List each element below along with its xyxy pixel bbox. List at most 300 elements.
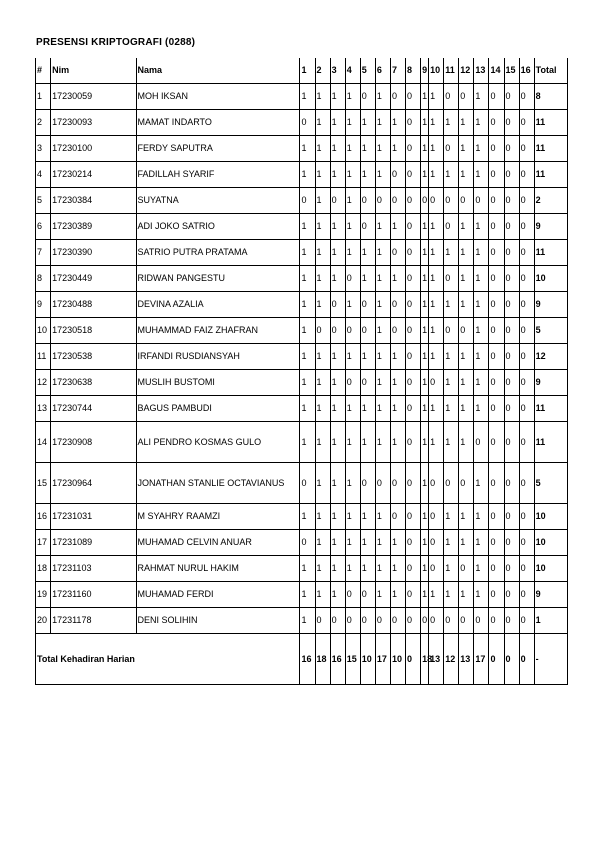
attendance-cell: 0 bbox=[489, 422, 504, 463]
attendance-cell: 0 bbox=[406, 463, 421, 504]
attendance-cell: 1 bbox=[345, 396, 360, 422]
daily-total-cell: 10 bbox=[390, 634, 405, 685]
attendance-cell: 1 bbox=[474, 504, 489, 530]
attendance-cell: 1 bbox=[474, 344, 489, 370]
attendance-cell: 1 bbox=[421, 463, 429, 504]
attendance-cell: 1 bbox=[421, 344, 429, 370]
attendance-cell: 0 bbox=[300, 463, 315, 504]
attendance-cell: 0 bbox=[519, 188, 534, 214]
attendance-cell: 0 bbox=[519, 556, 534, 582]
table-row bbox=[36, 370, 568, 396]
column-header: 8 bbox=[406, 58, 421, 84]
attendance-cell: 1 bbox=[474, 240, 489, 266]
row-number: 3 bbox=[36, 136, 51, 162]
attendance-cell: 0 bbox=[504, 292, 519, 318]
daily-total-cell: 13 bbox=[459, 634, 474, 685]
student-nim: 17231103 bbox=[51, 556, 136, 582]
attendance-cell: 1 bbox=[315, 136, 330, 162]
attendance-cell: 0 bbox=[429, 530, 444, 556]
attendance-cell: 1 bbox=[360, 556, 375, 582]
row-number: 15 bbox=[36, 463, 51, 504]
daily-total-cell: 13 bbox=[429, 634, 444, 685]
row-number: 8 bbox=[36, 266, 51, 292]
attendance-cell: 1 bbox=[360, 504, 375, 530]
attendance-cell: 1 bbox=[429, 396, 444, 422]
daily-total-cell: 16 bbox=[330, 634, 345, 685]
table-row bbox=[36, 240, 568, 266]
attendance-cell: 0 bbox=[504, 84, 519, 110]
student-nim: 17231031 bbox=[51, 504, 136, 530]
attendance-cell: 0 bbox=[444, 188, 459, 214]
attendance-cell: 1 bbox=[444, 556, 459, 582]
attendance-cell: 0 bbox=[504, 504, 519, 530]
attendance-cell: 1 bbox=[421, 292, 429, 318]
attendance-cell: 1 bbox=[459, 240, 474, 266]
column-header: 9 bbox=[421, 58, 429, 84]
attendance-cell: 1 bbox=[390, 136, 405, 162]
attendance-cell: 0 bbox=[315, 318, 330, 344]
attendance-cell: 1 bbox=[360, 110, 375, 136]
attendance-cell: 0 bbox=[406, 214, 421, 240]
column-header: # bbox=[36, 58, 51, 84]
row-number: 14 bbox=[36, 422, 51, 463]
attendance-cell: 1 bbox=[459, 396, 474, 422]
attendance-cell: 0 bbox=[421, 608, 429, 634]
attendance-cell: 0 bbox=[330, 608, 345, 634]
attendance-cell: 1 bbox=[300, 266, 315, 292]
attendance-cell: 0 bbox=[345, 608, 360, 634]
column-header: Nim bbox=[51, 58, 136, 84]
daily-total-cell: 15 bbox=[345, 634, 360, 685]
daily-total-cell: 17 bbox=[474, 634, 489, 685]
attendance-cell: 1 bbox=[421, 370, 429, 396]
student-name: ALI PENDRO KOSMAS GULO bbox=[136, 422, 300, 463]
attendance-cell: 0 bbox=[489, 396, 504, 422]
attendance-cell: 1 bbox=[300, 344, 315, 370]
attendance-cell: 0 bbox=[519, 318, 534, 344]
attendance-cell: 1 bbox=[421, 110, 429, 136]
attendance-cell: 1 bbox=[390, 530, 405, 556]
attendance-cell: 0 bbox=[360, 214, 375, 240]
attendance-cell: 1 bbox=[345, 292, 360, 318]
row-total: 12 bbox=[534, 344, 567, 370]
row-number: 11 bbox=[36, 344, 51, 370]
table-row bbox=[36, 188, 568, 214]
student-nim: 17230384 bbox=[51, 188, 136, 214]
attendance-cell: 0 bbox=[406, 266, 421, 292]
attendance-cell: 1 bbox=[345, 422, 360, 463]
table-row bbox=[36, 504, 568, 530]
attendance-cell: 1 bbox=[375, 318, 390, 344]
student-nim: 17231089 bbox=[51, 530, 136, 556]
attendance-cell: 1 bbox=[330, 266, 345, 292]
daily-total-cell: 0 bbox=[489, 634, 504, 685]
page-title: PRESENSI KRIPTOGRAFI (0288) bbox=[36, 37, 196, 48]
attendance-cell: 1 bbox=[330, 370, 345, 396]
attendance-cell: 0 bbox=[330, 318, 345, 344]
attendance-cell: 0 bbox=[489, 266, 504, 292]
attendance-cell: 0 bbox=[519, 396, 534, 422]
student-nim: 17230638 bbox=[51, 370, 136, 396]
row-total: 10 bbox=[534, 530, 567, 556]
attendance-cell: 1 bbox=[315, 370, 330, 396]
table-row bbox=[36, 422, 568, 463]
attendance-cell: 1 bbox=[429, 292, 444, 318]
attendance-cell: 0 bbox=[504, 582, 519, 608]
row-total: 10 bbox=[534, 556, 567, 582]
attendance-cell: 1 bbox=[315, 162, 330, 188]
row-number: 10 bbox=[36, 318, 51, 344]
attendance-cell: 1 bbox=[330, 162, 345, 188]
attendance-cell: 1 bbox=[390, 266, 405, 292]
attendance-cell: 1 bbox=[444, 396, 459, 422]
attendance-cell: 1 bbox=[345, 136, 360, 162]
attendance-cell: 0 bbox=[406, 530, 421, 556]
attendance-cell: 1 bbox=[421, 318, 429, 344]
attendance-cell: 1 bbox=[300, 84, 315, 110]
attendance-cell: 0 bbox=[459, 84, 474, 110]
attendance-cell: 1 bbox=[345, 504, 360, 530]
attendance-cell: 1 bbox=[345, 240, 360, 266]
student-name: MUHAMAD FERDI bbox=[136, 582, 300, 608]
daily-total-cell: 17 bbox=[375, 634, 390, 685]
attendance-cell: 0 bbox=[489, 240, 504, 266]
row-number: 19 bbox=[36, 582, 51, 608]
attendance-cell: 1 bbox=[474, 530, 489, 556]
column-header: 10 bbox=[429, 58, 444, 84]
row-total: 11 bbox=[534, 422, 567, 463]
row-number: 18 bbox=[36, 556, 51, 582]
attendance-cell: 1 bbox=[315, 292, 330, 318]
attendance-cell: 1 bbox=[330, 530, 345, 556]
attendance-cell: 0 bbox=[504, 240, 519, 266]
attendance-cell: 0 bbox=[459, 188, 474, 214]
attendance-cell: 0 bbox=[459, 608, 474, 634]
attendance-cell: 0 bbox=[429, 556, 444, 582]
student-name: DEVINA AZALIA bbox=[136, 292, 300, 318]
attendance-cell: 1 bbox=[330, 463, 345, 504]
attendance-cell: 1 bbox=[300, 504, 315, 530]
row-total: 9 bbox=[534, 214, 567, 240]
row-number: 12 bbox=[36, 370, 51, 396]
attendance-cell: 0 bbox=[345, 266, 360, 292]
attendance-cell: 0 bbox=[300, 188, 315, 214]
attendance-cell: 0 bbox=[459, 463, 474, 504]
attendance-cell: 0 bbox=[390, 162, 405, 188]
attendance-cell: 1 bbox=[360, 530, 375, 556]
student-nim: 17230214 bbox=[51, 162, 136, 188]
attendance-cell: 0 bbox=[489, 84, 504, 110]
attendance-cell: 1 bbox=[474, 318, 489, 344]
attendance-cell: 0 bbox=[459, 318, 474, 344]
attendance-cell: 1 bbox=[375, 422, 390, 463]
attendance-cell: 0 bbox=[315, 608, 330, 634]
attendance-cell: 0 bbox=[360, 608, 375, 634]
attendance-cell: 0 bbox=[444, 318, 459, 344]
attendance-cell: 1 bbox=[429, 422, 444, 463]
attendance-cell: 0 bbox=[519, 344, 534, 370]
student-name: BAGUS PAMBUDI bbox=[136, 396, 300, 422]
table-row bbox=[36, 318, 568, 344]
attendance-cell: 0 bbox=[429, 463, 444, 504]
row-number: 13 bbox=[36, 396, 51, 422]
attendance-cell: 1 bbox=[300, 136, 315, 162]
attendance-cell: 1 bbox=[459, 136, 474, 162]
attendance-cell: 0 bbox=[406, 396, 421, 422]
attendance-cell: 1 bbox=[330, 110, 345, 136]
table-row bbox=[36, 292, 568, 318]
attendance-cell: 0 bbox=[474, 608, 489, 634]
attendance-cell: 1 bbox=[429, 162, 444, 188]
attendance-cell: 1 bbox=[444, 422, 459, 463]
column-header: 14 bbox=[489, 58, 504, 84]
attendance-cell: 0 bbox=[406, 188, 421, 214]
attendance-cell: 0 bbox=[504, 188, 519, 214]
attendance-cell: 0 bbox=[519, 504, 534, 530]
student-name: MUSLIH BUSTOMI bbox=[136, 370, 300, 396]
table-row bbox=[36, 463, 568, 504]
attendance-cell: 1 bbox=[315, 344, 330, 370]
attendance-cell: 0 bbox=[406, 136, 421, 162]
row-number: 9 bbox=[36, 292, 51, 318]
row-number: 1 bbox=[36, 84, 51, 110]
attendance-cell: 0 bbox=[406, 556, 421, 582]
attendance-cell: 0 bbox=[504, 556, 519, 582]
attendance-cell: 1 bbox=[429, 240, 444, 266]
attendance-cell: 1 bbox=[390, 370, 405, 396]
attendance-cell: 0 bbox=[489, 110, 504, 136]
attendance-cell: 1 bbox=[375, 530, 390, 556]
daily-total-cell: 18 bbox=[315, 634, 330, 685]
attendance-cell: 1 bbox=[345, 110, 360, 136]
attendance-cell: 1 bbox=[300, 422, 315, 463]
row-number: 5 bbox=[36, 188, 51, 214]
attendance-cell: 0 bbox=[489, 530, 504, 556]
attendance-cell: 0 bbox=[406, 292, 421, 318]
student-nim: 17230964 bbox=[51, 463, 136, 504]
attendance-cell: 1 bbox=[330, 556, 345, 582]
attendance-cell: 1 bbox=[345, 463, 360, 504]
attendance-cell: 1 bbox=[300, 240, 315, 266]
attendance-cell: 1 bbox=[315, 110, 330, 136]
attendance-cell: 0 bbox=[444, 84, 459, 110]
student-nim: 17230390 bbox=[51, 240, 136, 266]
attendance-cell: 1 bbox=[421, 84, 429, 110]
row-total: 2 bbox=[534, 188, 567, 214]
attendance-cell: 0 bbox=[444, 463, 459, 504]
column-header: 6 bbox=[375, 58, 390, 84]
attendance-cell: 1 bbox=[315, 396, 330, 422]
summary-label: Total Kehadiran Harian bbox=[36, 634, 300, 685]
attendance-cell: 1 bbox=[429, 318, 444, 344]
attendance-cell: 1 bbox=[459, 266, 474, 292]
attendance-cell: 1 bbox=[330, 214, 345, 240]
attendance-cell: 1 bbox=[375, 136, 390, 162]
attendance-cell: 1 bbox=[375, 110, 390, 136]
attendance-cell: 1 bbox=[444, 110, 459, 136]
attendance-cell: 1 bbox=[444, 504, 459, 530]
attendance-cell: 1 bbox=[421, 214, 429, 240]
attendance-cell: 0 bbox=[519, 240, 534, 266]
row-total: 11 bbox=[534, 396, 567, 422]
attendance-cell: 1 bbox=[360, 162, 375, 188]
attendance-cell: 1 bbox=[474, 136, 489, 162]
attendance-cell: 1 bbox=[330, 136, 345, 162]
attendance-cell: 1 bbox=[429, 136, 444, 162]
student-name: MUHAMAD CELVIN ANUAR bbox=[136, 530, 300, 556]
column-header: 11 bbox=[444, 58, 459, 84]
attendance-cell: 0 bbox=[375, 188, 390, 214]
attendance-cell: 0 bbox=[406, 318, 421, 344]
attendance-cell: 0 bbox=[519, 84, 534, 110]
attendance-cell: 0 bbox=[375, 608, 390, 634]
attendance-cell: 1 bbox=[421, 162, 429, 188]
attendance-cell: 0 bbox=[345, 318, 360, 344]
attendance-cell: 1 bbox=[375, 370, 390, 396]
attendance-cell: 0 bbox=[406, 84, 421, 110]
attendance-cell: 0 bbox=[406, 110, 421, 136]
attendance-cell: 1 bbox=[375, 396, 390, 422]
attendance-cell: 1 bbox=[459, 292, 474, 318]
attendance-cell: 1 bbox=[345, 530, 360, 556]
student-name: SUYATNA bbox=[136, 188, 300, 214]
attendance-cell: 1 bbox=[315, 556, 330, 582]
attendance-cell: 1 bbox=[330, 396, 345, 422]
attendance-cell: 0 bbox=[489, 318, 504, 344]
table-row bbox=[36, 214, 568, 240]
attendance-cell: 1 bbox=[459, 110, 474, 136]
attendance-cell: 1 bbox=[360, 266, 375, 292]
student-nim: 17230100 bbox=[51, 136, 136, 162]
attendance-cell: 0 bbox=[406, 608, 421, 634]
attendance-cell: 0 bbox=[300, 530, 315, 556]
attendance-cell: 0 bbox=[519, 422, 534, 463]
summary-row bbox=[36, 634, 568, 685]
attendance-cell: 0 bbox=[519, 582, 534, 608]
row-number: 2 bbox=[36, 110, 51, 136]
attendance-cell: 1 bbox=[315, 422, 330, 463]
attendance-cell: 1 bbox=[330, 504, 345, 530]
table-row bbox=[36, 344, 568, 370]
attendance-cell: 1 bbox=[360, 240, 375, 266]
attendance-cell: 1 bbox=[474, 396, 489, 422]
attendance-cell: 1 bbox=[300, 370, 315, 396]
student-nim: 17230389 bbox=[51, 214, 136, 240]
attendance-cell: 0 bbox=[390, 188, 405, 214]
attendance-cell: 1 bbox=[375, 582, 390, 608]
attendance-cell: 1 bbox=[390, 214, 405, 240]
attendance-cell: 1 bbox=[429, 344, 444, 370]
attendance-cell: 1 bbox=[459, 422, 474, 463]
attendance-cell: 1 bbox=[345, 162, 360, 188]
attendance-cell: 0 bbox=[489, 162, 504, 188]
attendance-cell: 1 bbox=[345, 84, 360, 110]
attendance-cell: 0 bbox=[360, 582, 375, 608]
row-total: 11 bbox=[534, 162, 567, 188]
student-name: MAMAT INDARTO bbox=[136, 110, 300, 136]
table-row bbox=[36, 136, 568, 162]
attendance-cell: 1 bbox=[315, 240, 330, 266]
attendance-cell: 1 bbox=[300, 396, 315, 422]
row-number: 17 bbox=[36, 530, 51, 556]
attendance-cell: 1 bbox=[360, 396, 375, 422]
attendance-cell: 1 bbox=[345, 188, 360, 214]
attendance-cell: 0 bbox=[300, 110, 315, 136]
attendance-cell: 1 bbox=[421, 530, 429, 556]
attendance-cell: 1 bbox=[444, 162, 459, 188]
attendance-cell: 1 bbox=[300, 162, 315, 188]
row-total: 10 bbox=[534, 504, 567, 530]
student-nim: 17230538 bbox=[51, 344, 136, 370]
attendance-cell: 1 bbox=[474, 370, 489, 396]
attendance-cell: 0 bbox=[489, 188, 504, 214]
attendance-cell: 0 bbox=[390, 504, 405, 530]
attendance-cell: 0 bbox=[489, 608, 504, 634]
attendance-cell: 1 bbox=[345, 214, 360, 240]
table-row bbox=[36, 162, 568, 188]
column-header: 15 bbox=[504, 58, 519, 84]
attendance-cell: 0 bbox=[474, 188, 489, 214]
row-total: 11 bbox=[534, 240, 567, 266]
table-row bbox=[36, 582, 568, 608]
attendance-cell: 0 bbox=[360, 370, 375, 396]
attendance-cell: 1 bbox=[421, 422, 429, 463]
attendance-cell: 1 bbox=[375, 240, 390, 266]
attendance-cell: 0 bbox=[489, 556, 504, 582]
student-name: JONATHAN STANLIE OCTAVIANUS bbox=[136, 463, 300, 504]
attendance-cell: 1 bbox=[375, 556, 390, 582]
row-total: 9 bbox=[534, 582, 567, 608]
attendance-cell: 0 bbox=[519, 136, 534, 162]
attendance-cell: 0 bbox=[504, 214, 519, 240]
attendance-cell: 1 bbox=[459, 530, 474, 556]
student-name: FERDY SAPUTRA bbox=[136, 136, 300, 162]
attendance-cell: 1 bbox=[474, 463, 489, 504]
attendance-cell: 1 bbox=[390, 396, 405, 422]
attendance-cell: 1 bbox=[429, 582, 444, 608]
attendance-cell: 0 bbox=[360, 463, 375, 504]
row-total: 11 bbox=[534, 136, 567, 162]
attendance-cell: 0 bbox=[519, 162, 534, 188]
student-name: ADI JOKO SATRIO bbox=[136, 214, 300, 240]
attendance-cell: 1 bbox=[315, 582, 330, 608]
attendance-cell: 0 bbox=[519, 530, 534, 556]
attendance-cell: 0 bbox=[330, 292, 345, 318]
daily-total-cell: 12 bbox=[444, 634, 459, 685]
attendance-cell: 1 bbox=[444, 370, 459, 396]
attendance-cell: 1 bbox=[474, 292, 489, 318]
attendance-cell: 0 bbox=[489, 136, 504, 162]
attendance-cell: 0 bbox=[504, 422, 519, 463]
row-total: 5 bbox=[534, 463, 567, 504]
attendance-cell: 1 bbox=[459, 370, 474, 396]
attendance-cell: 0 bbox=[504, 530, 519, 556]
attendance-cell: 0 bbox=[429, 608, 444, 634]
attendance-cell: 1 bbox=[300, 318, 315, 344]
attendance-cell: 1 bbox=[421, 240, 429, 266]
attendance-cell: 0 bbox=[504, 162, 519, 188]
attendance-cell: 1 bbox=[300, 214, 315, 240]
attendance-cell: 0 bbox=[519, 214, 534, 240]
attendance-cell: 0 bbox=[390, 292, 405, 318]
student-name: RAHMAT NURUL HAKIM bbox=[136, 556, 300, 582]
attendance-cell: 0 bbox=[360, 188, 375, 214]
attendance-cell: 1 bbox=[360, 422, 375, 463]
student-name: MOH IKSAN bbox=[136, 84, 300, 110]
daily-total-cell: 18 bbox=[421, 634, 429, 685]
student-nim: 17230449 bbox=[51, 266, 136, 292]
table-row bbox=[36, 84, 568, 110]
